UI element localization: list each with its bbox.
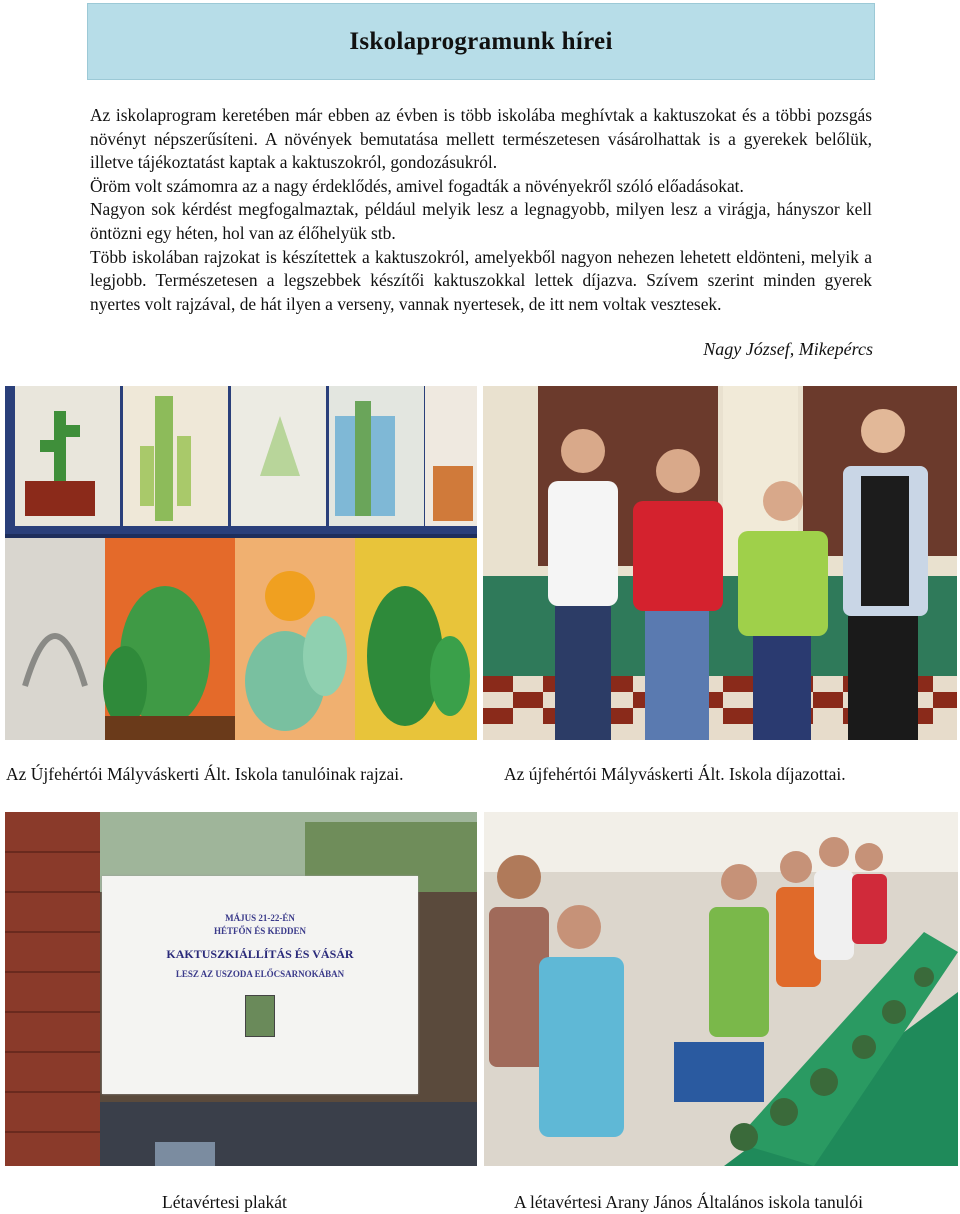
photo-prize-winners [483,386,957,740]
caption-students: A létavértesi Arany János Általános iskola tanulói [514,1192,863,1212]
poster-cactus-image [245,995,275,1037]
prize-winners-image [483,386,957,740]
caption-poster: Létavértesi plakát [162,1192,287,1212]
poster-days: HÉTFŐN ÉS KEDDEN [213,926,307,936]
article-paragraph: Az iskolaprogram keretében már ebben az évben is több iskolába meghívtak a kaktuszokat és a többi pozsgás növényt népszerűsíteni. A növények bemutatása mellett természetesen vásárolhattak is a gyerekek belőlük, illetve tájékoztatást kaptak a kaktuszokról, gondozásukról. [90,105,872,173]
caption-drawings: Az Újfehértói Mályváskerti Ált. Iskola tanulóinak rajzai. [6,764,404,784]
poster-date: MÁJUS 21-22-ÉN [225,913,295,923]
photo-students-table [484,812,958,1166]
article-body [90,104,872,316]
poster-location: LESZ AZ USZODA ELŐCSARNOKÁBAN [175,969,345,979]
photo-cactus-drawings [5,386,477,740]
caption-prize-winners: Az újfehértói Mályváskerti Ált. Iskola díjazottai. [504,764,846,784]
article-paragraph: Több iskolában rajzokat is készítettek a kaktuszokról, amelyekből nagyon nehezen lehetett eldönteni, melyik a legjobb. Természetesen a legszebbek készítői kaktuszokkal lettek díjazva. Szívem szerint minden gyerek nyertes volt rajzával, de hát ilyen a verseny, vannak nyertesek, de itt nem voltak vesztesek. [90,246,872,314]
students-table-image [484,812,958,1166]
title-banner [87,3,875,80]
author-signature: Nagy József, Mikepércs [703,339,873,359]
page-title: Iskolaprogramunk hírei [349,27,613,55]
cactus-drawings-image [5,386,477,740]
poster-headline: KAKTUSZKIÁLLÍTÁS ÉS VÁSÁR [166,947,354,961]
article-paragraph: Öröm volt számomra az a nagy érdeklődés, amivel fogadták a növényekről szóló előadásokat. [90,175,744,196]
poster-sheet [102,876,418,1094]
article-paragraph: Nagyon sok kérdést megfogalmaztak, például melyik lesz a legnagyobb, milyen lesz a virágja, hányszor kell öntözni egy héten, hol van az élőhelyük stb. [90,199,872,243]
